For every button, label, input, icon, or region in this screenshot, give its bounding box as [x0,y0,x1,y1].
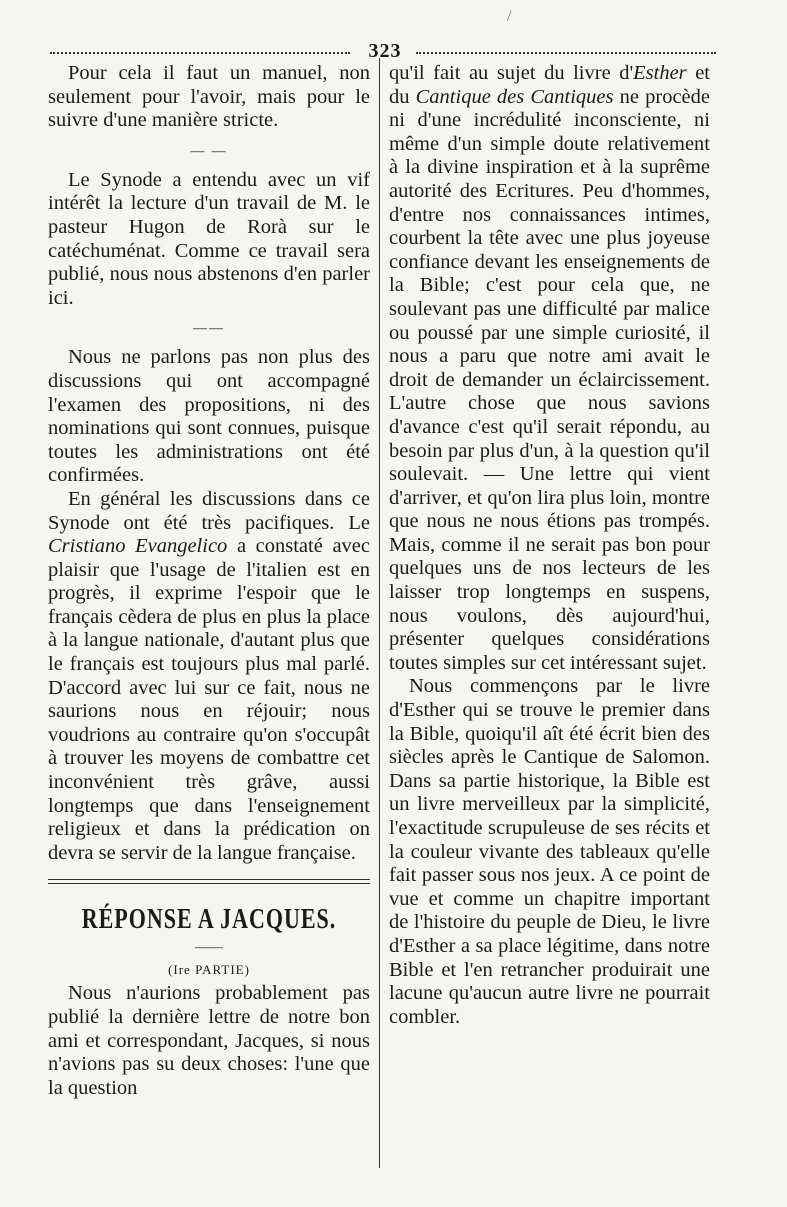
left-paragraph-3: Nous ne parlons pas non plus des discussions qui ont accompagné l'examen des propositions, ni des nominations qui sont connues, puisque toutes les administrations ont été confirmées. [48,346,370,487]
right-column [389,62,710,1029]
right-paragraph-1-c: ne procède ni d'une incrédulité inconsciente, ni même d'un simple doute relativement à la divine inspiration et à la suprême autorité des Ecritures. Peu d'hommes, d'entre nos connaissances intimes, courbent la tête avec une plus joyeuse confiance devant les enseignements de la Bible; c'est pour cela que, ne soulevant pas une difficulté par malice ou poussé par une simple curiosité, il nous a paru que notre ami avait le droit de demander un éclaircissement. L'autre chose que nous savions d'avance c'est qu'il serait répondu, au besoin par plus d'un, à la question qu'il soulevait. — Une lettre qui vient d'arriver, et qu'on lira plus loin, montre que nous ne nous étions pas trompés. Mais, comme il ne serait pas bon pour quelques uns de nos lecteurs de les laisser trop longtemps en suspens, nous voulons, dès aujourd'hui, présenter quelques considérations toutes simples sur cet intéressant sujet. [389,85,710,674]
section-title: RÉPONSE A JACQUES. [81,902,337,936]
left-paragraph-4 [48,488,370,866]
book-title-esther: Esther [633,62,687,84]
header-rule-right [416,52,716,54]
left-paragraph-4-end: a constaté avec plaisir que l'usage de l'italien est en progrès, il exprime l'espoir que le français cèdera de plus en plus la place à la langue nationale, d'autant plus que le français est toujours plus mal parlé. D'accord avec lui sur ce fait, nous ne saurions nous en réjouir; nous voudrions au contraire qu'on s'occupât à trouver les moyens de combattre cet inconvénient très grâve, aussi longtemps que dans l'enseignement religieux et dans la prédication on devra se servir de la langue française. [48,535,370,864]
page-number: 323 [368,40,402,62]
header-rule-left [50,52,350,54]
left-paragraph-1: Pour cela il faut un manuel, non seulement pour l'avoir, mais pour le suivre d'une manière stricte. [48,62,370,132]
left-paragraph-2: Le Synode a entendu avec un vif intérêt la lecture d'un travail de M. le pasteur Hugon de Rorà sur le catéchuménat. Comme ce travail sera publié, nous nous abstenons d'en parler ici. [48,168,370,309]
section-double-rule [48,879,370,884]
separator-2: —— [193,321,225,337]
separator-1: — — [190,143,228,159]
left-paragraph-4-start: En général les discussions dans ce Synode ont été très pacifiques. Le [48,487,370,534]
right-paragraph-2: Nous commençons par le livre d'Esther qui se trouve le premier dans la Bible, quoiqu'il aît été écrit bien des siècles après le Cantique de Salomon. Dans sa partie historique, la Bible est un livre merveilleux par la simplicité, l'exactitude scrupuleuse de ses récits et la couleur vivante des tableaux qu'elle fait passer sous nos jeux. A ce point de vue et comme un chapitre important de l'histoire du peuple de Dieu, le livre d'Esther a sa place légitime, dans notre Bible et l'en retrancher produirait une lacune qu'aucun autre livre ne pourrait combler. [389,675,710,1028]
newspaper-title: Cristiano Evangelico [48,535,228,558]
stray-pen-mark: / [507,8,512,25]
left-column [48,62,370,1100]
right-paragraph-1-a: qu'il fait au sujet du livre d' [389,62,634,84]
title-separator: —— [195,940,223,956]
left-paragraph-5: Nous n'aurions probablement pas publié la dernière lettre de notre bon ami et correspondant, Jacques, si nous n'avions pas su deux choses: l'une que la question [48,982,370,1099]
right-paragraph-1 [389,62,710,675]
part-label: (Ire PARTIE) [168,962,250,978]
book-title-cantique: Cantique des Cantiques [415,85,614,108]
right-paragraph-1-b: et du [389,62,710,108]
column-divider [379,58,380,1168]
